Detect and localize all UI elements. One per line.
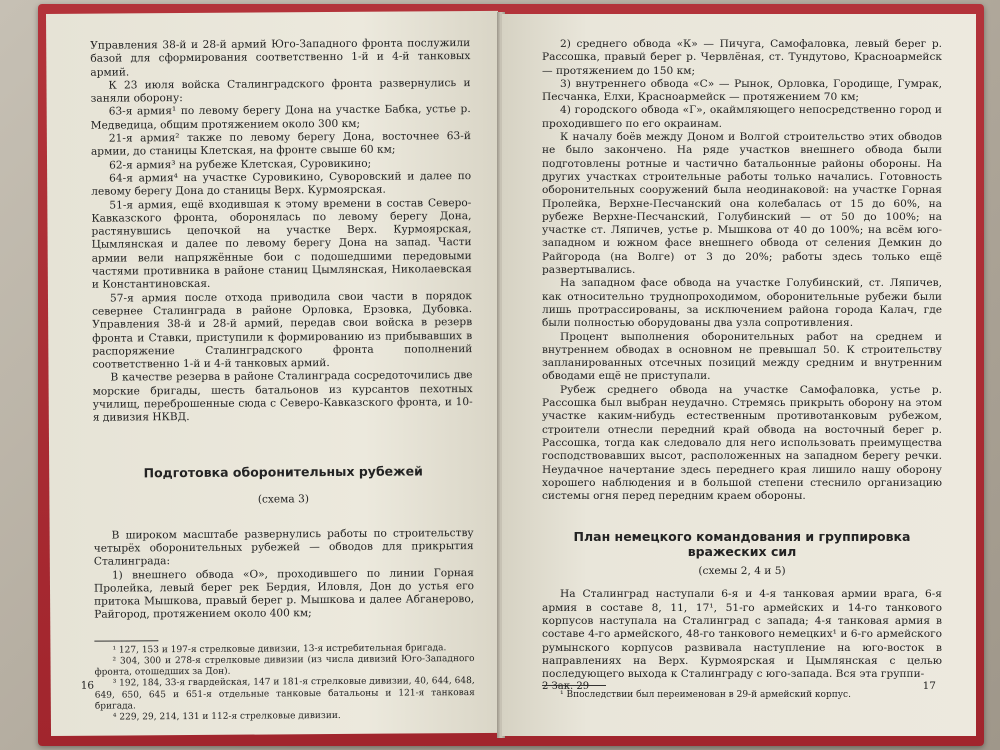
section-heading-german-plan: План немецкого командования и группировка [573,529,911,545]
paragraph: Управления 38-й и 28-й армий Юго-Западного фронта послужили базой для сформирования соответственно 1-й и 4-й танковых армий. [90,37,471,79]
paragraph: 4) городского обвода «Г», окаймляющего непосредственно город и проходившего по его окраинам. [542,104,942,130]
paragraph: Процент выполнения оборонительных работ на среднем и внутреннем обводах в основном не превышал 50. К строительству запланированных отсечных позиций между средним и внутренним обводами ещё не приступали. [542,330,942,383]
left-top-text [90,37,473,425]
paragraph: 1) внешнего обвода «О», проходившего по линии Горная Пролейка, левый берег рек Бердия, Иловля, Дон до устья его притока Мышкова, правый берег р. Мышкова и далее Абганерово, Райгород, протяжением около 400 км; [93,566,475,622]
left-page [46,11,503,736]
paragraph: 64-я армия⁴ на участке Суровикино, Суворовский и далее по левому берегу Дона до станицы Верх. Курмоярская. [91,170,472,198]
footnote: ⁴ 229, 29, 214, 131 и 112-я стрелковые дивизии. [112,710,341,723]
paragraph: 57-я армия после отхода приводила свои части в порядок севернее Сталинграда в районе Орловка, Ерзовка, Дубовка. Управления 38-й и 28-й армий, передав свои войска в резерв фронта и Ставки, приступили к формированию из прибывавших в распоряжение Сталинградского фронта пополнений соответственно 1-й и 4-й танковых армий. [92,289,473,371]
section-subheading-scheme: (схема 3) [257,492,309,506]
paragraph: На Сталинград наступали 6-я и 4-я танковая армии врага, 6-я армия в составе 8, 11, 17¹, 51-го армейских и 14-го танкового корпусов наступала на Сталинград с запада; 4-я танковая армия в составе 4-го армейского, 48-го танкового немецких¹ и 6-го армейского румынского корпусов развивала наступление на юго-восток в направлениях на Верх. Курмоярская и Цымлянская с целью последующего выхода к Сталинграду с юго-запада. Вся эта группи- [542,588,942,681]
left-footnotes [94,643,475,724]
right-top-text [542,38,942,503]
section-subheading-schemes: (схемы 2, 4 и 5) [698,565,786,578]
printer-signature: 2 Зак. 29 [542,681,590,692]
footnote: ² 304, 300 и 278-я стрелковые дивизии (из числа дивизий Юго-Западного фронта, отошедших за Дон). [94,653,475,678]
paragraph: 63-я армия¹ по левому берегу Дона на участке Бабка, устье р. Медведица, общим протяжением около 300 км; [90,103,471,132]
paragraph: В качестве резерва в районе Сталинграда сосредоточились две морские бригады, шесть батальонов из курсантов пехотных училищ, переброшенные сюда с Северо-Кавказского фронта, и 10-я дивизия НКВД. [92,369,473,424]
page-number-right: 17 [922,680,936,692]
paragraph: На западном фасе обвода на участке Голубинский, ст. Ляпичев, как относительно труднопроходимом, оборонительные рубежи были лишь протрассированы, за исключением района города Калач, где были полностью оборудованы два узла сопротивления. [542,277,942,330]
footnote: ³ 192, 184, 33-я гвардейская, 147 и 181-я стрелковые дивизии, 40, 644, 648, 649, 650, 645 и 651-я отдельные танковые батальоны и 121-я танковая бригада. [94,676,475,712]
right-page [502,14,976,736]
section-heading-defense: Подготовка оборонительных рубежей [143,462,423,480]
right-footnote: ¹ Впоследствии был переименован в 29-й армейский корпус. [560,690,851,701]
paragraph: 2) среднего обвода «К» — Пичуга, Самофаловка, левый берег р. Рассошка, правый берег р. Червлёная, ст. Тундутово, Красноармейск — протяжением до 150 км; [542,38,942,77]
paragraph: 62-я армия³ на рубеже Клетская, Суровикино; [109,157,372,172]
paragraph: 3) внутреннего обвода «С» — Рынок, Орловка, Городище, Гумрак, Песчанка, Елхи, Красноармейск — протяжением 70 км; [542,77,942,104]
paragraph: К 23 июля войска Сталинградского фронта развернулись и заняли оборону: [90,76,471,105]
footnote: ¹ 127, 153 и 197-я стрелковые дивизии, 13-я истребительная бригада. [112,642,447,656]
paragraph: 51-я армия, ещё входившая к этому времени в состав Северо-Кавказского фронта, оборонялась по левому берегу Дона, растянувшись цепочкой на участке Верх. Курмоярская, Цымлянская и далее по левому берегу Дона на запад. Части армии вели напряжённые бои с подошедшими передовыми частями противника в районе станиц Цымлянская, Николаевская и Константиновская. [91,196,472,292]
paragraph: 21-я армия² также по левому берегу Дона, восточнее 63-й армии, до станицы Клетская, на фронте свыше 60 км; [90,130,471,159]
right-bottom-text [542,588,942,681]
paragraph: К началу боёв между Доном и Волгой строительство этих обводов не было закончено. На ряде участков внешнего обвода были подготовлены ротные и частично батальонные районы обороны. На других участках строительные работы только начались. Готовность оборонительных сооружений была неодинаковой: на участке Горная Пролейка, Верхне-Песчанский она колебалась от 15 до 60%, на рубеже Верхне-Песчанский, Голубинский — от 50 до 100%; на участке ст. Ляпичев, устье р. Мышкова от 40 до 100%; на всём юго-западном и южном фасе внешнего обвода от селения Демкин до Райгорода (на Волге) от 3 до 20%; работы здесь только ещё развертывались. [542,131,942,277]
paragraph: Рубеж среднего обвода на участке Самофаловка, устье р. Рассошка был выбран неудачно. Стремясь прикрыть оборону на этом участке каким-нибудь естественным противотанковым рубежом, строители отнесли передний край обвода на восточный берег р. Рассошка, тогда как следовало для него использовать преимущества господствовавших высот, расположенных на западном берегу речки. Неудачное начертание здесь переднего края лишило нашу оборону хорошего наблюдения и в большой степени стеснило организацию системы огня перед передним краем обороны. [542,383,942,503]
section-heading-german-plan-line2: вражеских сил [687,544,797,560]
left-bottom-text [94,527,475,623]
paragraph: В широком масштабе развернулись работы по строительству четырёх оборонительных рубежей — обводов для прикрытия Сталинграда: [93,526,474,568]
footnote-rule [94,640,158,641]
page-number-left: 16 [80,679,95,692]
